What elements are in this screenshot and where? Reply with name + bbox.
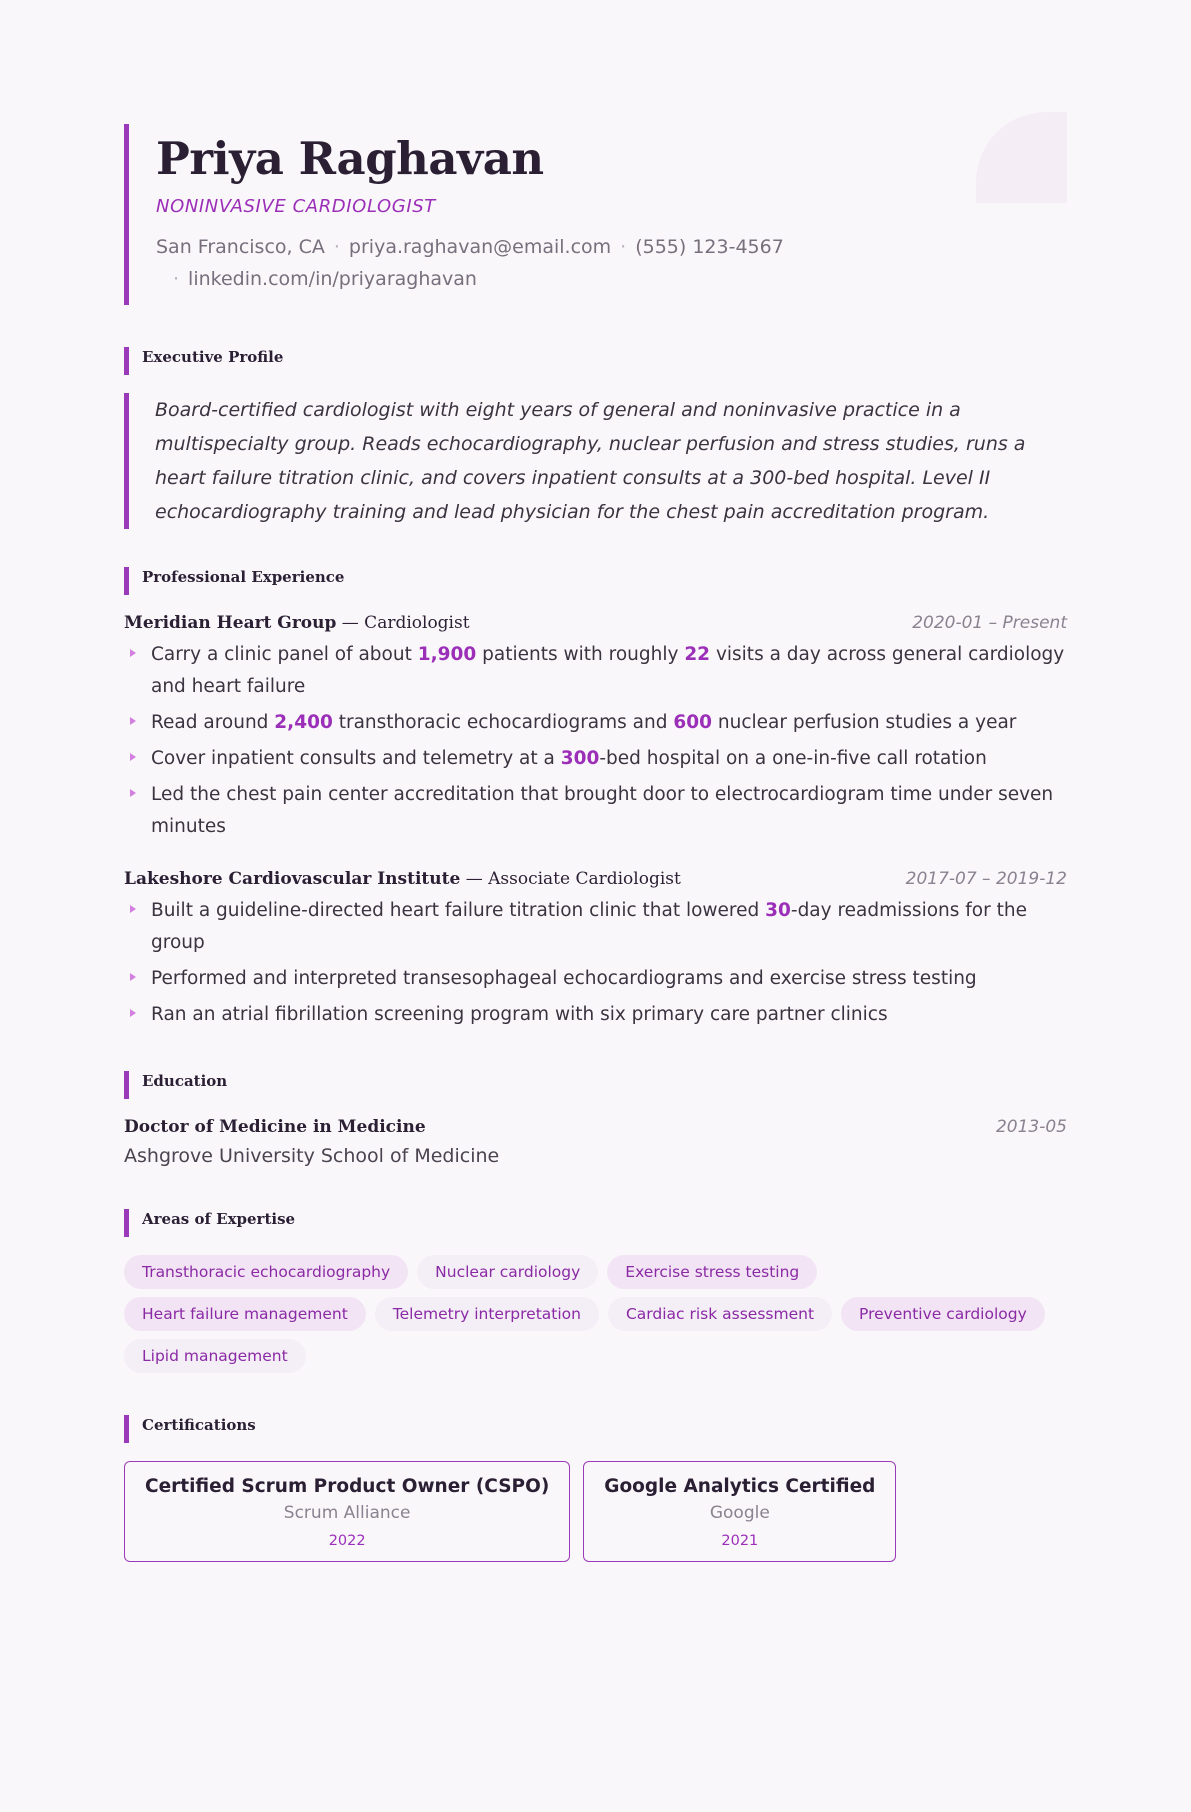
bullet-text: Carry a clinic panel of about xyxy=(151,644,418,665)
candidate-role: NONINVASIVE CARDIOLOGIST xyxy=(156,196,436,217)
section-title-profile: Executive Profile xyxy=(124,347,1067,375)
bullet-text: Cover inpatient consults and telemetry at a xyxy=(151,748,561,769)
job-bullet xyxy=(124,963,1067,995)
certification-year: 2021 xyxy=(721,1533,759,1549)
certification-name: Google Analytics Certified xyxy=(604,1476,876,1497)
job-header xyxy=(124,869,1067,889)
expertise-tag: Transthoracic echocardiography xyxy=(124,1255,408,1289)
expertise-tag: Lipid management xyxy=(124,1339,306,1373)
resume-header xyxy=(124,124,1067,305)
contact-info xyxy=(156,231,1067,295)
bullet-text: Built a guideline-directed heart failure titration clinic that lowered xyxy=(151,900,766,921)
highlight-number: 600 xyxy=(673,712,712,733)
highlight-number: 22 xyxy=(684,644,711,665)
job-title xyxy=(124,869,681,889)
job-bullet xyxy=(124,779,1067,843)
contact-separator: · xyxy=(333,236,340,258)
contact-location: San Francisco, CA xyxy=(156,236,325,258)
job-position: — Cardiologist xyxy=(336,613,470,633)
job-bullet xyxy=(124,639,1067,703)
expertise-tag: Nuclear cardiology xyxy=(417,1255,598,1289)
expertise-tags xyxy=(124,1255,1054,1373)
section-title-education: Education xyxy=(124,1071,1067,1099)
job-header xyxy=(124,613,1067,633)
certification-issuer: Scrum Alliance xyxy=(283,1503,411,1523)
job-company: Meridian Heart Group xyxy=(124,613,337,633)
highlight-number: 2,400 xyxy=(274,712,333,733)
education-school: Ashgrove University School of Medicine xyxy=(124,1145,500,1167)
certification-name: Certified Scrum Product Owner (CSPO) xyxy=(145,1476,550,1497)
section-title-experience: Professional Experience xyxy=(124,567,1067,595)
experience-list xyxy=(124,613,1067,1031)
bullet-text: nuclear perfusion studies a year xyxy=(712,712,1017,733)
certification-card xyxy=(583,1461,896,1562)
contact-email[interactable]: priya.raghavan@email.com xyxy=(348,236,612,258)
highlight-number: 300 xyxy=(560,748,600,769)
profile-summary: Board-certified cardiologist with eight years of general and noninvasive practice in a multispecialty group. Reads echocardiography, nuclear perfusion and stress studies, runs a heart failure titration clinic, and covers inpatient consults at a 300-bed hospital. Level II echocardiography training and lead physician for the chest pain accreditation program. xyxy=(124,393,1067,529)
section-title-certifications: Certifications xyxy=(124,1415,1067,1443)
bullet-text: patients with roughly xyxy=(476,644,685,665)
job-company: Lakeshore Cardiovascular Institute xyxy=(124,869,461,889)
certification-year: 2022 xyxy=(328,1533,366,1549)
bullet-text: Ran an atrial fibrillation screening program with six primary care partner clinics xyxy=(151,1004,888,1025)
job-title xyxy=(124,613,470,633)
expertise-tag: Cardiac risk assessment xyxy=(608,1297,832,1331)
bullet-text: Led the chest pain center accreditation that brought door to electrocardiogram time under seven minutes xyxy=(151,784,1054,837)
job-bullet xyxy=(124,743,1067,775)
job-bullet xyxy=(124,999,1067,1031)
expertise-tag: Telemetry interpretation xyxy=(375,1297,599,1331)
bullet-text: -bed hospital on a one-in-five call rotation xyxy=(599,748,987,769)
highlight-number: 1,900 xyxy=(417,644,477,665)
candidate-name: Priya Raghavan xyxy=(156,132,544,185)
section-title-expertise: Areas of Expertise xyxy=(124,1209,1067,1237)
contact-phone: (555) 123-4567 xyxy=(635,236,784,258)
education-entry xyxy=(124,1117,1067,1137)
bullet-text: transthoracic echocardiograms and xyxy=(332,712,674,733)
job-dates: 2020-01 – Present xyxy=(912,613,1067,633)
bullet-text: Performed and interpreted transesophageal echocardiograms and exercise stress testing xyxy=(151,968,977,989)
bullet-text: -day readmissions for the group xyxy=(151,900,1027,953)
education-degree: Doctor of Medicine in Medicine xyxy=(124,1117,426,1137)
expertise-tag: Preventive cardiology xyxy=(841,1297,1045,1331)
job-bullets xyxy=(124,639,1067,843)
job-position: — Associate Cardiologist xyxy=(460,869,681,889)
certification-issuer: Google xyxy=(709,1503,770,1523)
job-bullet xyxy=(124,895,1067,959)
job-dates: 2017-07 – 2019-12 xyxy=(905,869,1067,889)
education-date: 2013-05 xyxy=(995,1117,1067,1137)
expertise-tag: Heart failure management xyxy=(124,1297,366,1331)
bullet-text: visits a day across general cardiology and heart failure xyxy=(151,644,1065,697)
bullet-text: Read around xyxy=(151,712,275,733)
job-bullet xyxy=(124,707,1067,739)
certification-card xyxy=(124,1461,570,1562)
contact-linkedin[interactable]: linkedin.com/in/priyaraghavan xyxy=(188,268,477,290)
highlight-number: 30 xyxy=(765,900,791,921)
job-bullets xyxy=(124,895,1067,1031)
certifications-list xyxy=(124,1461,1067,1562)
contact-separator: · xyxy=(173,268,180,290)
expertise-tag: Exercise stress testing xyxy=(607,1255,817,1289)
resume-page xyxy=(124,124,1067,1562)
contact-separator: · xyxy=(620,236,627,258)
